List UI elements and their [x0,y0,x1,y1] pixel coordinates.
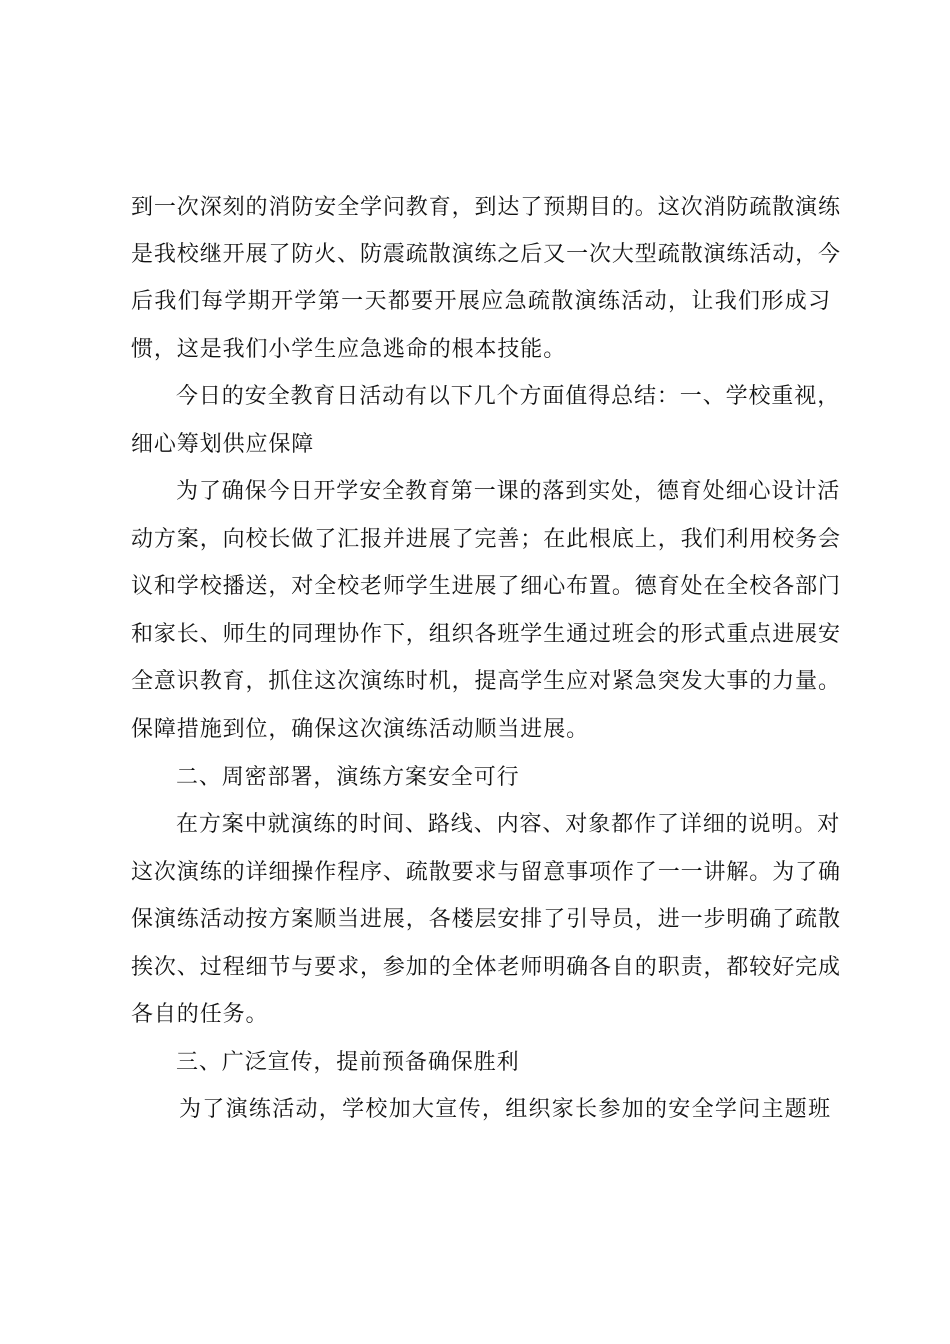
text-line: 全意识教育，抓住这次演练时机，提高学生应对紧急突发大事的力量。 [131,669,841,694]
section-heading: 二、周密部署，演练方案安全可行 [176,765,520,790]
text-line: 保障措施到位，确保这次演练活动顺当进展。 [131,717,590,742]
text-line: 动方案，向校长做了汇报并进展了完善；在此根底上，我们利用校务会 [131,527,841,552]
paragraph-first-line: 今日的安全教育日活动有以下几个方面值得总结：一、学校重视， [176,384,841,409]
text-line: 议和学校播送，对全校老师学生进展了细心布置。德育处在全校各部门 [131,574,841,599]
text-line: 细心筹划供应保障 [131,432,315,457]
section-heading: 三、广泛宣传，提前预备确保胜利 [176,1050,520,1075]
text-line: 挨次、过程细节与要求，参加的全体老师明确各自的职责，都较好完成 [131,955,841,980]
text-line: 是我校继开展了防火、防震疏散演练之后又一次大型疏散演练活动，今 [131,242,841,267]
text-line: 保演练活动按方案顺当进展，各楼层安排了引导员，进一步明确了疏散 [131,907,841,932]
text-line: 到一次深刻的消防安全学问教育，到达了预期目的。这次消防疏散演练 [131,195,841,220]
text-line: 这次演练的详细操作程序、疏散要求与留意事项作了一一讲解。为了确 [131,860,841,885]
paragraph-first-line: 为了确保今日开学安全教育第一课的落到实处，德育处细心设计活 [176,479,841,504]
paragraph-first-line: 为了演练活动，学校加大宣传，组织家长参加的安全学问主题班 [179,1097,831,1122]
text-line: 惯，这是我们小学生应急逃命的根本技能。 [131,337,567,362]
paragraph-first-line: 在方案中就演练的时间、路线、内容、对象都作了详细的说明。对 [176,812,841,837]
text-line: 和家长、师生的同理协作下，组织各班学生通过班会的形式重点进展安 [131,622,841,647]
text-line: 各自的任务。 [131,1002,269,1027]
text-line: 后我们每学期开学第一天都要开展应急疏散演练活动，让我们形成习 [131,289,831,314]
